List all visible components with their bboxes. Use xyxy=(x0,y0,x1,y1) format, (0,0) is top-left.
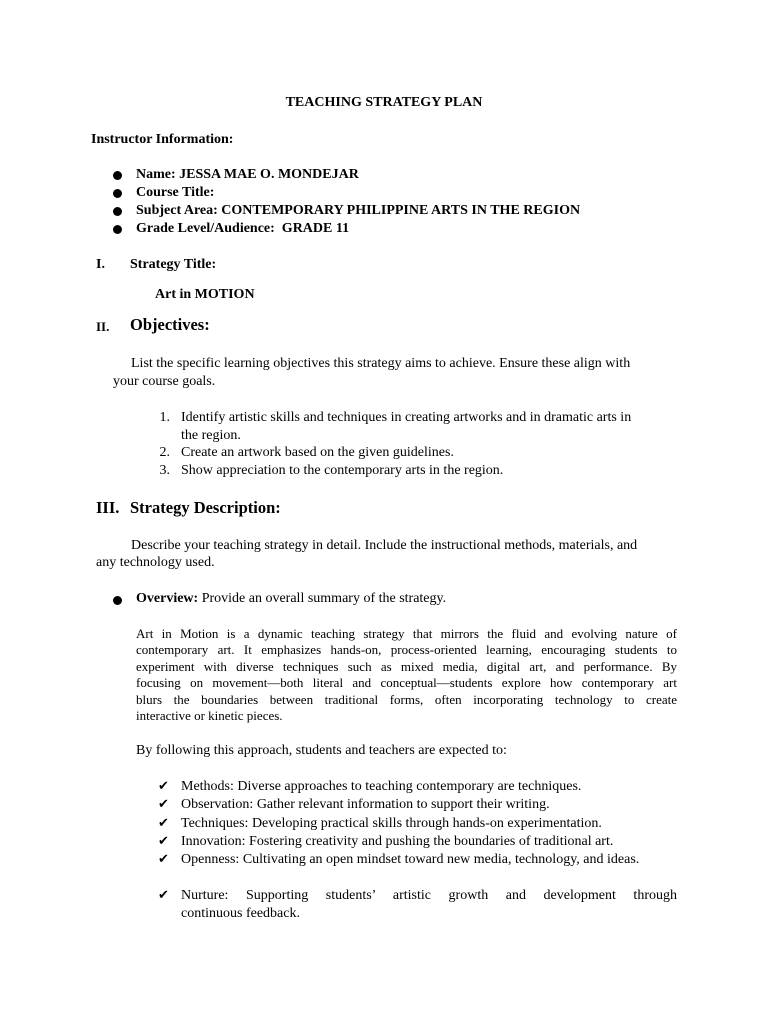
objective-number: 2. xyxy=(159,445,170,460)
check-item: Techniques: Developing practical skills through hands-on experimentation. xyxy=(181,816,602,831)
section-3-heading: Strategy Description: xyxy=(130,498,281,517)
description-intro-line-1: Describe your teaching strategy in detail. Include the instructional methods, materials, and xyxy=(131,538,638,553)
overview-label: Overview: xyxy=(136,591,199,606)
overview-line xyxy=(136,590,446,608)
objectives-intro-line-2: your course goals. xyxy=(113,374,216,389)
strategy-summary xyxy=(136,626,677,724)
section-1-numeral: I. xyxy=(96,257,105,272)
strategy-title-value: Art in MOTION xyxy=(155,287,255,302)
nurture-line: continuous feedback. xyxy=(181,906,300,921)
section-3-numeral: III. xyxy=(96,498,120,517)
summary-line: focusing on movement—both literal and conceptual—students explore how contemporary art xyxy=(136,675,677,691)
course-title: Course Title: xyxy=(136,185,215,200)
subject-area: Subject Area: CONTEMPORARY PHILIPPINE ARTS IN THE REGION xyxy=(136,203,581,218)
check-icon: ✔ xyxy=(158,779,169,794)
document-title: TEACHING STRATEGY PLAN xyxy=(285,95,483,110)
check-item: Observation: Gather relevant information to support their writing. xyxy=(181,797,550,812)
description-intro-line-2: any technology used. xyxy=(96,555,215,570)
bullet-dot-icon xyxy=(113,207,122,216)
bullet-dot-icon xyxy=(113,596,122,605)
objective-line: Identify artistic skills and techniques in creating artworks and in dramatic arts in xyxy=(181,410,632,425)
section-2-heading: Objectives: xyxy=(130,315,210,334)
section-2-numeral: II. xyxy=(96,319,110,334)
summary-line: interactive or kinetic pieces. xyxy=(136,708,283,724)
check-icon: ✔ xyxy=(158,888,169,903)
objective-number: 1. xyxy=(159,410,170,425)
objective-number: 3. xyxy=(159,463,170,478)
objective-line: Show appreciation to the contemporary arts in the region. xyxy=(181,463,504,478)
instructor-name: Name: JESSA MAE O. MONDEJAR xyxy=(136,167,359,182)
nurture-line: Nurture: Supporting students’ artistic growth and development through xyxy=(181,888,677,903)
bullet-dot-icon xyxy=(113,189,122,198)
expectations-intro: By following this approach, students and teachers are expected to: xyxy=(136,743,507,758)
summary-line: Art in Motion is a dynamic teaching strategy that mirrors the fluid and evolving nature of xyxy=(136,626,677,641)
check-item: Openness: Cultivating an open mindset toward new media, technology, and ideas. xyxy=(181,852,640,867)
summary-line: blurs the boundaries between traditional forms, often incorporating technology to create xyxy=(136,691,677,707)
check-icon: ✔ xyxy=(158,852,169,867)
bullet-dot-icon xyxy=(113,171,122,180)
check-icon: ✔ xyxy=(158,816,169,831)
instructor-heading: Instructor Information: xyxy=(91,132,234,147)
section-1-heading: Strategy Title: xyxy=(130,257,217,272)
bullet-dot-icon xyxy=(113,225,122,234)
check-item: Innovation: Fostering creativity and pushing the boundaries of traditional art. xyxy=(181,834,614,849)
grade-level: Grade Level/Audience: GRADE 11 xyxy=(136,221,350,236)
overview-text: Provide an overall summary of the strategy. xyxy=(198,591,447,606)
objective-line: the region. xyxy=(181,428,241,443)
objective-line: Create an artwork based on the given guidelines. xyxy=(181,445,454,460)
check-icon: ✔ xyxy=(158,834,169,849)
objectives-intro-line-1: List the specific learning objectives this strategy aims to achieve. Ensure these align with xyxy=(131,356,631,371)
nurture-item xyxy=(181,887,677,923)
check-icon: ✔ xyxy=(158,797,169,812)
summary-line: experiment with diverse techniques such as mixed media, digital art, and performance. By xyxy=(136,658,677,674)
summary-line: contemporary art. It emphasizes hands-on, process-oriented learning, encouraging students to xyxy=(136,642,677,658)
check-item: Methods: Diverse approaches to teaching contemporary are techniques. xyxy=(181,779,582,794)
